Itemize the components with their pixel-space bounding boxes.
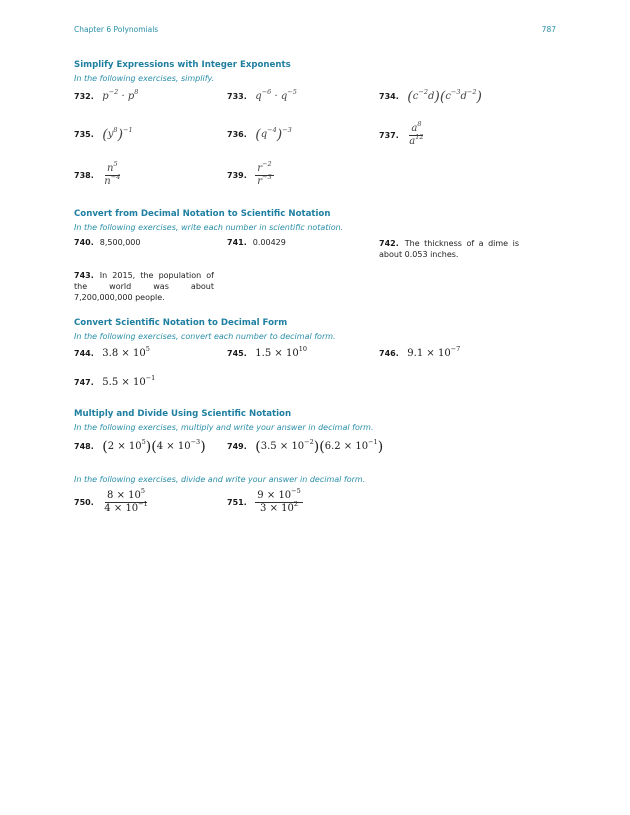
exercise-735: 735. $(y^8)^{-1}$ (74, 126, 133, 143)
exercise-738: 738. $\frac{n^5}{n^{-4}}$ (74, 160, 121, 187)
section-title: Multiply and Divide Using Scientific Notation (74, 409, 292, 419)
exercise-744: 744. $3.8 \times 10^5$ (74, 345, 150, 359)
section-instruction: In the following exercises, simplify. (74, 74, 215, 83)
exercise-750: 750. $\frac{8 \times 10^5}{4 \times 10^{-1}}$ (74, 487, 148, 514)
exercise-732: 732. $p^{-2} \cdot p^8$ (74, 88, 139, 102)
section-instruction: In the following exercises, convert each number to decimal form. (74, 332, 336, 341)
exercise-751: 751. $\frac{9 \times 10^{-5}}{3 \times 10^2}$ (227, 487, 301, 514)
section-instruction: In the following exercises, write each number in scientific notation. (74, 223, 344, 232)
section-instruction: In the following exercises, multiply and write your answer in decimal form. (74, 423, 374, 432)
page-number: 787 (541, 25, 556, 34)
section-title: Convert Scientific Notation to Decimal Form (74, 318, 288, 328)
exercise-743: 743. In 2015, the population of the world was about 7,200,000,000 people. (74, 271, 214, 302)
exercise-748: 748. $(2 \times 10^5)(4 \times 10^{-3})$ (74, 438, 206, 455)
section-title: Simplify Expressions with Integer Exponents (74, 60, 291, 70)
exercise-739: 739. $\frac{r^{-2}}{r^{-3}}$ (227, 160, 272, 187)
exercise-742: 742. The thickness of a dime is about 0.053 inches. (379, 239, 519, 259)
exercise-749: 749. $(3.5 \times 10^{-2})(6.2 \times 10^{-1})$ (227, 438, 384, 455)
exercise-740: 740. 8,500,000 (74, 238, 141, 247)
exercise-734: 734. $(c^{-2}d)(c^{-3}d^{-2})$ (379, 88, 482, 105)
running-header-chapter: Chapter 6 Polynomials (74, 25, 159, 34)
exercise-736: 736. $(q^{-4})^{-3}$ (227, 126, 292, 143)
exercise-745: 745. $1.5 \times 10^{10}$ (227, 345, 307, 359)
section-title: Convert from Decimal Notation to Scientific Notation (74, 209, 331, 219)
exercise-737: 737. $\frac{a^8}{a^{12}}$ (379, 120, 424, 147)
exercise-733: 733. $q^{-6} \cdot q^{-5}$ (227, 88, 297, 102)
exercise-747: 747. $5.5 \times 10^{-1}$ (74, 374, 156, 388)
exercise-746: 746. $9.1 \times 10^{-7}$ (379, 345, 461, 359)
exercise-741: 741. 0.00429 (227, 238, 286, 247)
section-instruction: In the following exercises, divide and write your answer in decimal form. (74, 475, 366, 484)
